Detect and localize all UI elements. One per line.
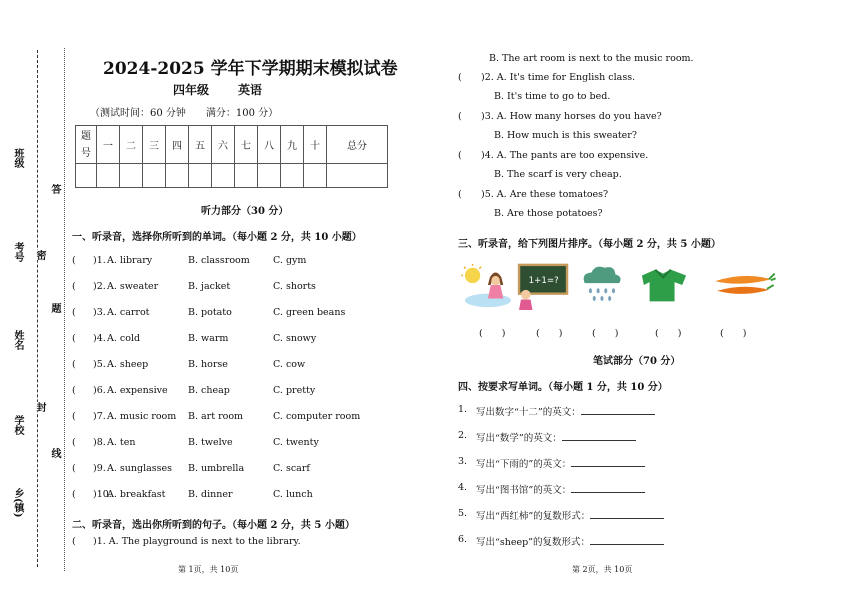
score-col: 七 [235,126,258,164]
option-a: A. sunglasses [107,463,173,474]
score-cell[interactable] [281,164,304,188]
score-cell[interactable] [166,164,189,188]
answer-blank[interactable] [571,457,645,467]
sun-shape [465,268,480,283]
option-b: B. twelve [188,437,233,448]
item-number: 1. [458,404,468,415]
option-c: C. gym [273,255,307,266]
seal-char: 答 [49,184,60,194]
answer-blank[interactable] [571,483,645,493]
picture-blank[interactable]: ( ) [720,328,747,339]
answer-blank[interactable] [581,405,655,415]
girl-dress [488,285,503,298]
picture-blank[interactable]: ( ) [536,328,563,339]
option-a: A. sweater [107,281,159,292]
bracket-open[interactable]: ( [72,437,76,448]
score-col: 五 [189,126,212,164]
answer-blank[interactable] [590,535,664,545]
option-b: B. umbrella [188,463,245,474]
option-c: C. pretty [273,385,316,396]
part3-heading: 三、听录音，给下列图片排序。（每小题 2 分，共 5 小题） [458,239,721,250]
binding-line-inner [64,48,65,571]
seal-char: 题 [49,303,60,313]
exam-number-label: 考号 [12,242,23,262]
option-c: C. shorts [273,281,316,292]
write-word-item [476,534,664,548]
picture-blank[interactable]: ( ) [655,328,682,339]
item-number: 2. [458,430,468,441]
subject-label: 英语 [238,83,263,97]
question-number: )8. [93,437,106,448]
option-b: B. art room [188,411,244,422]
question-number: )2. [93,281,106,292]
item-prompt: 写出“西红柿”的复数形式： [476,511,591,522]
bracket-open[interactable]: ( [72,255,76,266]
sunny-day-girl-picture [458,262,514,310]
score-cell[interactable] [304,164,327,188]
seal-char: 线 [49,448,60,458]
town-label: 乡(镇) [12,488,23,518]
option-a: A. breakfast [107,489,166,500]
option-b: B. cheap [188,385,230,396]
sentence-a: )3. A. How many horses do you have? [481,111,662,122]
bracket-open[interactable]: ( [458,111,462,122]
exam-title: 2024-2025 学年下学期期末模拟试卷 [103,59,398,79]
bracket-open[interactable]: ( [72,489,76,500]
cloud-shape [465,294,511,307]
school-label: 学校 [12,415,23,435]
bracket-open[interactable]: ( [72,307,76,318]
green-sweater-picture [637,262,691,310]
option-a: A. ten [107,437,136,448]
option-a: A. music room [107,411,177,422]
score-cell[interactable] [212,164,235,188]
answer-blank[interactable] [590,509,664,519]
teacher-dress [519,299,532,310]
part4-heading: 四、按要求写单词。（每小题 1 分，共 10 分） [458,382,668,393]
question-number: )7. [93,411,106,422]
item-prompt: 写出数字“十二”的英文： [476,407,581,418]
option-a: A. library [107,255,153,266]
bracket-open[interactable]: ( [72,359,76,370]
item-prompt: 写出“图书馆”的英文： [476,485,572,496]
answer-blank[interactable] [562,431,636,441]
score-cell[interactable] [189,164,212,188]
picture-blank[interactable]: ( ) [479,328,506,339]
option-a: A. cold [107,333,141,344]
item-prompt: 写出“sheep”的复数形式： [476,537,591,548]
write-word-item [476,456,645,470]
score-table [75,125,388,188]
sentence-a: )2. A. It's time for English class. [481,72,636,83]
question-number: )1. [93,255,106,266]
score-cell[interactable] [327,164,388,188]
sentence-a: )5. A. Are these tomatoes? [481,189,609,200]
option-c: C. twenty [273,437,319,448]
option-b: B. dinner [188,489,233,500]
sweater-shape [642,270,686,302]
score-col-total: 总分 [327,126,388,164]
question-number: )5. [93,359,106,370]
part2-heading: 二、听录音，选出你所听到的句子。（每小题 2 分，共 5 小题） [72,520,355,531]
score-col: 三 [143,126,166,164]
bracket-open[interactable]: ( [72,411,76,422]
bracket-open[interactable]: ( [458,189,462,200]
name-label: 姓名 [12,330,23,350]
option-c: C. lunch [273,489,313,500]
sentence-b: B. How much is this sweater? [494,130,637,141]
option-c: C. snowy [273,333,317,344]
option-a: A. carrot [107,307,150,318]
row-header-text: 题号 [81,130,91,159]
item-prompt: 写出“数学”的英文： [476,433,562,444]
math-blackboard-picture [516,262,572,310]
score-cell[interactable] [143,164,166,188]
page-footer-2: 第 2页，共 10页 [572,565,633,574]
score-cell[interactable] [258,164,281,188]
picture-blank[interactable]: ( ) [592,328,619,339]
score-row-header [76,126,97,164]
sentence-a: )4. A. The pants are too expensive. [481,150,649,161]
rain-cloud-picture [578,262,624,310]
sentence-b: B. It's time to go to bed. [494,91,611,102]
question-number: )4. [93,333,106,344]
score-cell[interactable] [235,164,258,188]
score-cell[interactable] [120,164,143,188]
option-b: B. classroom [188,255,250,266]
carrots-picture [706,262,778,310]
write-word-item [476,482,645,496]
option-b: B. potato [188,307,232,318]
bracket-open: ( [72,536,76,547]
question-number: )10. [93,489,112,500]
option-c: C. scarf [273,463,310,474]
score-col: 一 [97,126,120,164]
option-a: A. sheep [107,359,149,370]
question-number: )3. [93,307,106,318]
option-b: B. jacket [188,281,231,292]
board-text: 1+1=? [528,276,559,287]
binding-line-outer [37,50,38,567]
score-col: 六 [212,126,235,164]
item-number: 5. [458,508,468,519]
rain-drops [589,288,615,301]
sentence-b: B. The scarf is very cheap. [494,169,622,180]
item-number: 4. [458,482,468,493]
part2-item1-a: )1. A. The playground is next to the library. [93,536,301,547]
bracket-open[interactable]: ( [72,333,76,344]
option-b: B. horse [188,359,228,370]
part2-item1-b: B. The art room is next to the music room. [489,53,694,64]
score-cell[interactable] [76,164,97,188]
page-footer-1: 第 1页，共 10页 [178,565,239,574]
option-c: C. computer room [273,411,361,422]
bracket-open[interactable]: ( [72,385,76,396]
teacher-head [521,290,531,300]
option-c: C. green beans [273,307,346,318]
seal-char: 封 [34,402,45,412]
listening-title: 听力部分（30 分） [201,206,289,217]
part1-heading: 一、听录音，选择你所听到的单词。（每小题 2 分，共 10 小题） [72,232,362,243]
question-number: )9. [93,463,106,474]
score-col: 十 [304,126,327,164]
class-label: 班级 [12,148,23,168]
carrot-shape [715,276,771,284]
score-col: 四 [166,126,189,164]
bracket-open[interactable]: ( [72,281,76,292]
score-col: 八 [258,126,281,164]
item-number: 3. [458,456,468,467]
item-number: 6. [458,534,468,545]
write-word-item [476,404,655,418]
grade-label: 四年级 [173,83,210,97]
option-c: C. cow [273,359,306,370]
sentence-b: B. Are those potatoes? [494,208,603,219]
bracket-open[interactable]: ( [458,72,462,83]
cloud-shape [584,267,621,284]
score-col: 二 [120,126,143,164]
option-b: B. warm [188,333,229,344]
write-word-item [476,430,636,444]
option-a: A. expensive [107,385,168,396]
question-number: )6. [93,385,106,396]
exam-info: （测试时间：60 分钟 满分：100 分） [90,108,279,119]
item-prompt: 写出“下雨的”的英文： [476,459,572,470]
carrot-leaves [767,274,776,289]
bracket-open[interactable]: ( [72,463,76,474]
write-word-item [476,508,664,522]
bracket-open[interactable]: ( [458,150,462,161]
score-cell[interactable] [97,164,120,188]
carrot-shape [717,287,769,294]
written-title: 笔试部分（70 分） [593,356,681,367]
seal-char: 密 [34,250,45,260]
score-col: 九 [281,126,304,164]
